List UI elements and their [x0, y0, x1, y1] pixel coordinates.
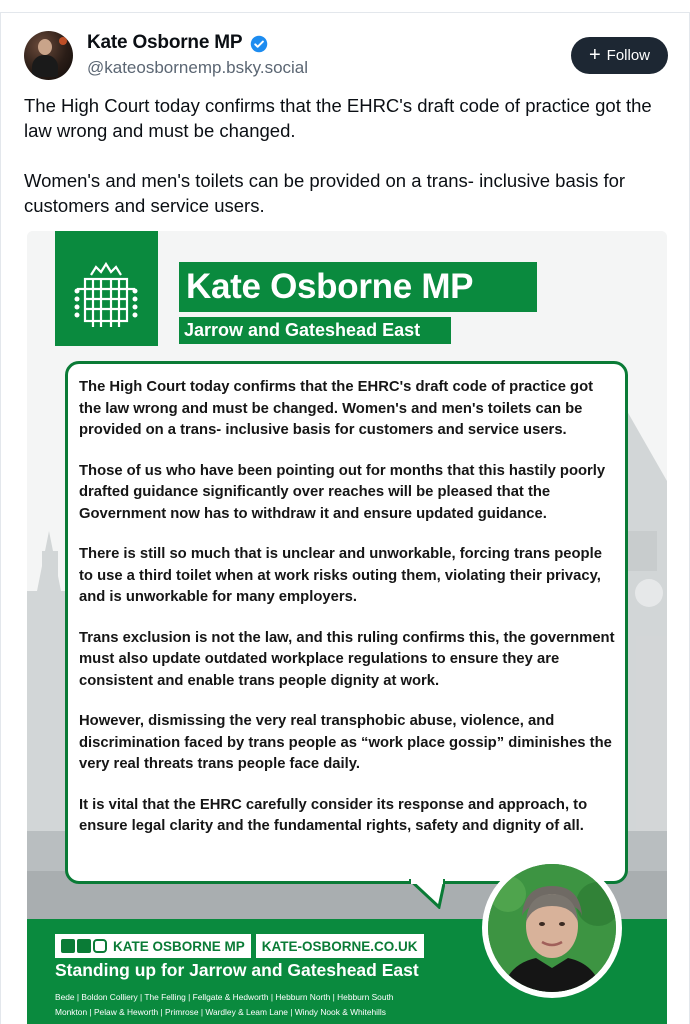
mp-portrait [482, 858, 622, 998]
card-left-border [0, 12, 1, 1024]
graphic-title: Kate Osborne MP [179, 262, 537, 312]
facebook-icon [61, 939, 75, 953]
statement-paragraph: It is vital that the EHRC carefully consider its response and approach, to ensure legal clarity and the fundamental rights, safety and dignity of all. [79, 796, 588, 834]
graphic-subtitle: Jarrow and Gateshead East [179, 317, 451, 344]
avatar[interactable] [24, 31, 73, 80]
website-chip: KATE-OSBORNE.CO.UK [256, 934, 424, 958]
twitter-icon [77, 939, 91, 953]
verified-badge-icon [250, 35, 268, 53]
portcullis-icon [55, 231, 158, 346]
follow-button[interactable] [571, 37, 668, 74]
post-paragraph: The High Court today confirms that the EHRC's draft code of practice got the law wrong and must be changed. [24, 95, 652, 141]
card-top-border [0, 12, 690, 13]
statement-bubble [65, 361, 628, 884]
statement-paragraph: Trans exclusion is not the law, and this ruling confirms this, the government must also update outdated workplace regulations to ensure they are consistent and enable trans people dignity at work. [79, 629, 615, 689]
follow-label: Follow [606, 47, 651, 64]
statement-paragraph: The High Court today confirms that the EHRC's draft code of practice got the law wrong and must be changed. Women's and men's toilets can be provided on a trans- inclusive basis for customers and service users. [79, 379, 594, 438]
portrait-photo [488, 864, 616, 992]
footer-links [55, 934, 424, 958]
instagram-icon [93, 939, 107, 953]
plus-icon: + [588, 43, 601, 66]
statement-paragraph: There is still so much that is unclear and unworkable, forcing trans people to use a third toilet when at work risks outing them, violating their privacy, and is unworkable for many employers. [79, 546, 602, 605]
social-chip [55, 934, 251, 958]
social-handle: KATE OSBORNE MP [113, 938, 245, 954]
post-paragraph: Women's and men's toilets can be provided on a trans- inclusive basis for customers and service users. [24, 170, 626, 216]
parliament-logo [55, 231, 158, 346]
statement-paragraph: Those of us who have been pointing out for months that this hastily poorly drafted guidance significantly over reaches will be pleased that the Government now has to withdraw it and ensure updated guidance. [79, 462, 606, 522]
footer-slogan: Standing up for Jarrow and Gateshead East [55, 960, 419, 980]
author-handle[interactable]: @kateosbornemp.bsky.social [87, 58, 309, 77]
post-image[interactable] [27, 231, 667, 1024]
areas-line: Bede | Boldon Colliery | The Felling | Fellgate & Hedworth | Hebburn North | Hebburn South [55, 992, 394, 1002]
areas-line: Monkton | Pelaw & Heworth | Primrose | Wardley & Leam Lane | Windy Nook & Whitehills [55, 1007, 386, 1017]
footer-areas [55, 990, 505, 1020]
post-text [24, 93, 664, 243]
statement-paragraph: However, dismissing the very real transphobic abuse, violence, and discrimination faced by trans people as “work place gossip” diminishes the very real threats trans people face daily. [79, 713, 612, 772]
speech-bubble-tail [409, 879, 445, 909]
author-name[interactable]: Kate Osborne MP [87, 32, 243, 53]
